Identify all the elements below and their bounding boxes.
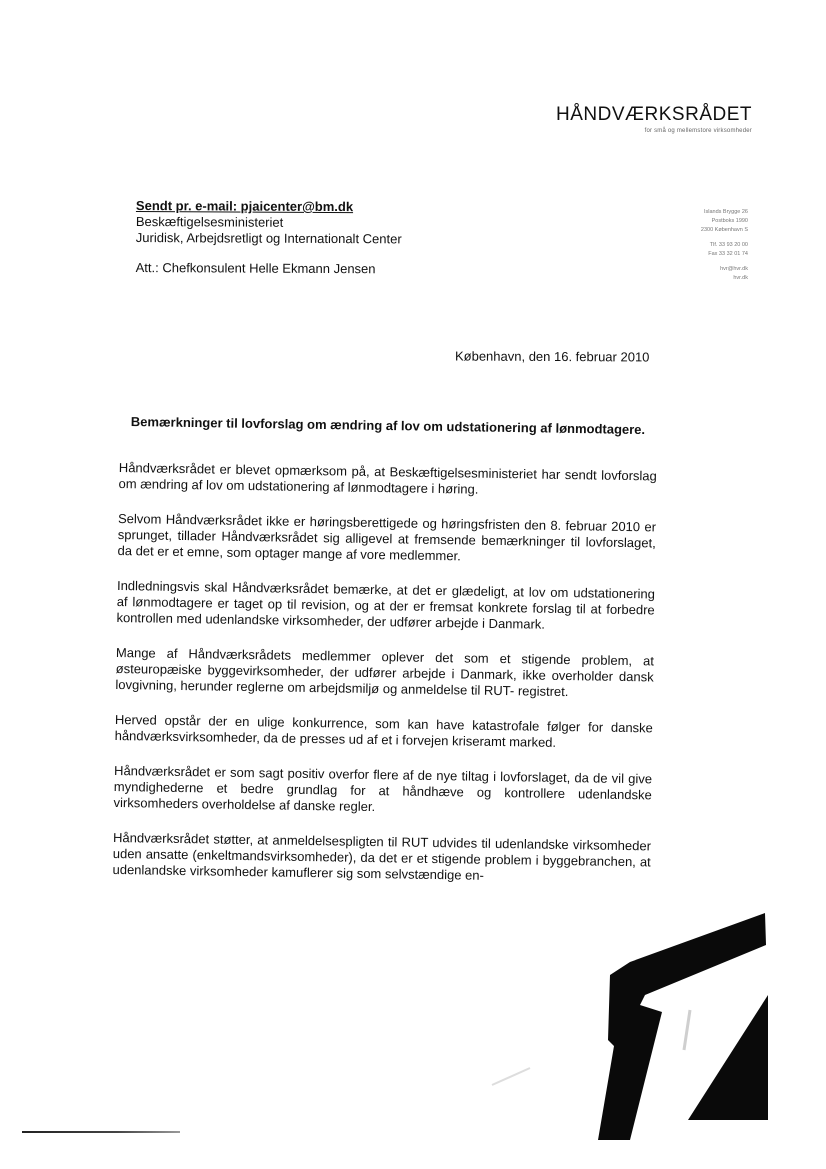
- contact-address-1: Islands Brygge 26: [703, 209, 748, 215]
- paragraph: Herved opstår der en ulige konkurrence, som kan have katastrofale følger for danske håndværksvirksomheder, da de presses ud af et i forvejen kriseramt marked.: [114, 711, 653, 750]
- org-name: HÅNDVÆRKSRÅDET: [556, 104, 752, 125]
- paragraph: Mange af Håndværksrådets medlemmer oplever det som et stigende problem, at østeuropæiske byggevirksomheder, der udfører arbejde i Danmark, ikke overholder dansk lovgivning, herunder reglerne om arbejdsmiljø og anmeldelse til RUT- registret.: [115, 644, 655, 700]
- org-tagline: for små og mellemstore virksomheder: [644, 128, 752, 134]
- recipient-attention: Att.: Chefkonsulent Helle Ekmann Jensen: [135, 259, 376, 277]
- contact-web: hvr.dk: [733, 275, 748, 281]
- letter-date: København, den 16. februar 2010: [454, 348, 650, 365]
- paragraph: Håndværksrådet støtter, at anmeldelsespligten til RUT udvides til udenlandske virksomheder uden ansatte (enkeltmandsvirksomheder), da det er et stigende problem i byggebranchen, at udenlandske virksomheder kamuflerer sig som selvstændige en-: [112, 829, 652, 883]
- sent-by-email-line: Sendt pr. e-mail: pjaicenter@bm.dk: [135, 198, 354, 215]
- contact-address-2: Postboks 1990: [711, 218, 748, 224]
- contact-address-3: 2300 København S: [700, 227, 748, 233]
- paragraph: Selvom Håndværksrådet ikke er høringsberettigede og høringsfristen den 8. februar 2010 er sprunget, tillader Håndværksrådet sig alligevel at fremsende bemærkninger til lovforslaget, da det er et emne, som optager mange af vore medlemmer.: [117, 510, 657, 564]
- paragraph: Håndværksrådet er blevet opmærksom på, at Beskæftigelsesministeriet har sendt lovforslag om ændring af lov om udstationering af lønmodtagere i høring.: [118, 460, 657, 497]
- scan-speck: [492, 1068, 530, 1085]
- scan-speck: [684, 1010, 690, 1050]
- recipient-ministry: Beskæftigelsesministeriet: [135, 213, 284, 230]
- contact-phone: Tlf. 33 93 20 00: [709, 242, 748, 248]
- contact-fax: Fax 33 32 01 74: [708, 251, 748, 257]
- letter-subject: Bemærkninger til lovforslag om ændring af lov om udstationering af lønmodtagere.: [130, 413, 646, 438]
- footer-scan-line: [22, 1131, 180, 1133]
- recipient-department: Juridisk, Arbejdsretligt og Internationalt Center: [135, 229, 402, 247]
- paragraph: Håndværksrådet er som sagt positiv overfor flere af de nye tiltag i lovforslaget, da de vil give myndighederne et bedre grundlag for at håndhæve og kontrollere udenlandske virksomheders overholdelse af danske regler.: [113, 762, 653, 815]
- decorative-triangle-shape: [688, 995, 768, 1120]
- paragraph: Indledningsvis skal Håndværksrådet bemærke, at det er glædeligt, at lov om udstationering af lønmodtagere er taget op til revision, og at der er fremsat konkrete forslag til at forbedre kontrollen med udenlandske virksomheder, der udfører arbejde i Danmark.: [116, 577, 656, 632]
- contact-email: hvr@hvr.dk: [720, 266, 748, 272]
